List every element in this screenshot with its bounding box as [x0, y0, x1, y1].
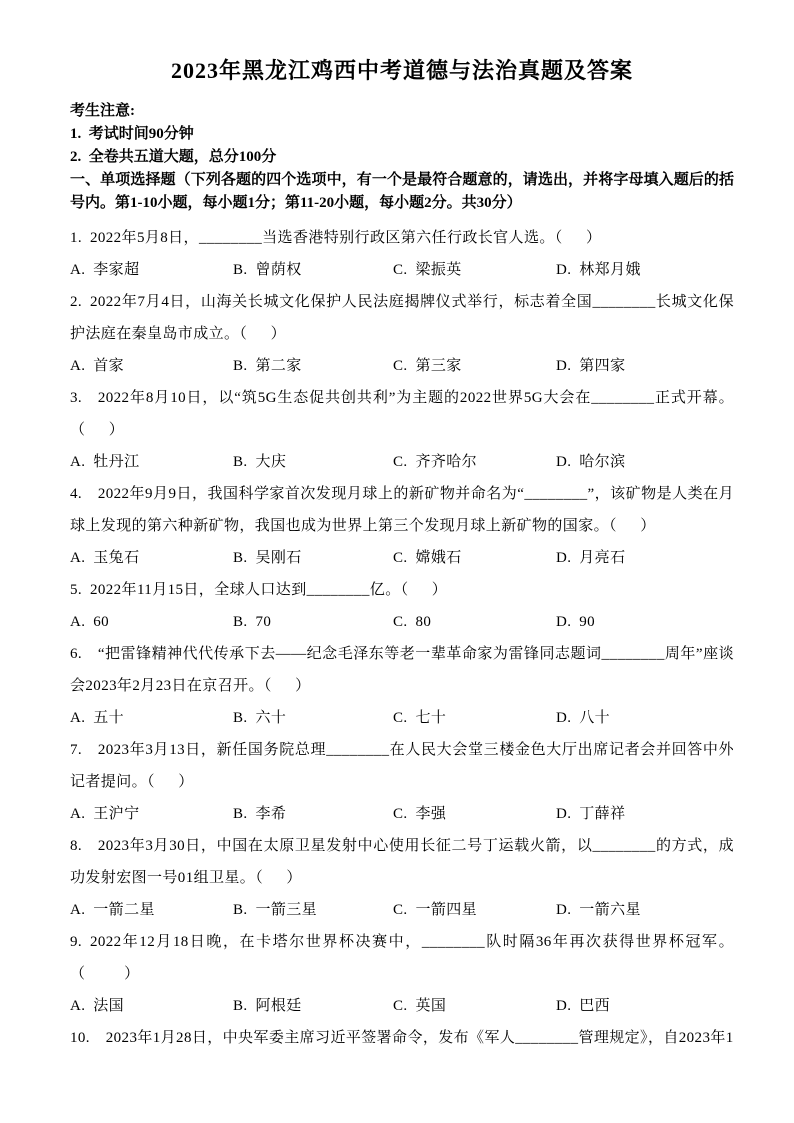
question-8-option-a: A. 一箭二星 [70, 902, 155, 918]
question-3-option-a: A. 牡丹江 [70, 454, 140, 470]
question-5-option-b: B. 70 [233, 614, 272, 630]
question-6-option-a: A. 五十 [70, 710, 125, 726]
question-6-options [70, 702, 734, 734]
question-6-stem: 6. “把雷锋精神代代传承下去——纪念毛泽东等老一辈革命家为雷锋同志题词________周年”座谈会2023年2月23日在京召开。（ ） [70, 646, 734, 694]
question-4-option-c: C. 嫦娥石 [393, 550, 462, 566]
question-6-option-b: B. 六十 [233, 710, 287, 726]
question-9-stem: 9. 2022年12月18日晚，在卡塔尔世界杯决赛中，________队时隔36年再次获得世界杯冠军。（ ） [70, 934, 734, 982]
question-4-option-b: B. 吴刚石 [233, 550, 302, 566]
question-1-stem: 1. 2022年5月8日，________当选香港特别行政区第六任行政长官人选。（ ） [70, 230, 602, 246]
question-4-option-a: A. 玉兔石 [70, 550, 140, 566]
question-5-option-d: D. 90 [556, 614, 596, 630]
question-3-options [70, 446, 734, 478]
question-5-stem: 5. 2022年11月15日，全球人口达到________亿。（ ） [70, 582, 448, 598]
question-6-option-c: C. 七十 [393, 710, 447, 726]
question-7-options [70, 798, 734, 830]
question-1-option-d: D. 林郑月娥 [556, 262, 641, 278]
question-2-stem: 2. 2022年7月4日，山海关长城文化保护人民法庭揭牌仪式举行，标志着全国________长城文化保护法庭在秦皇岛市成立。（ ） [70, 294, 734, 342]
notice-heading: 考生注意: [70, 103, 135, 119]
question-5-options [70, 606, 734, 638]
question-5 [70, 574, 734, 638]
question-9 [70, 926, 734, 1022]
question-7-option-d: D. 丁薛祥 [556, 806, 626, 822]
question-6-option-d: D. 八十 [556, 710, 611, 726]
question-8-options [70, 894, 734, 926]
question-6 [70, 638, 734, 734]
question-8 [70, 830, 734, 926]
question-3-option-d: D. 哈尔滨 [556, 454, 626, 470]
question-7-stem: 7. 2023年3月13日，新任国务院总理________在人民大会堂三楼金色大厅出席记者会并回答中外记者提问。（ ） [70, 742, 734, 790]
question-7-option-a: A. 王沪宁 [70, 806, 140, 822]
question-8-option-b: B. 一箭三星 [233, 902, 318, 918]
section-one-heading: 一、单项选择题（下列各题的四个选项中，有一个是最符合题意的，请选出，并将字母填入题后的括号内。第1-10小题，每小题1分；第11-20小题，每小题2分。共30分） [70, 172, 734, 211]
question-7-option-b: B. 李希 [233, 806, 287, 822]
question-9-option-d: D. 巴西 [556, 998, 611, 1014]
notice-item-1: 1. 考试时间90分钟 [70, 126, 194, 142]
question-5-option-a: A. 60 [70, 614, 110, 630]
question-7-option-c: C. 李强 [393, 806, 447, 822]
question-2-option-d: D. 第四家 [556, 358, 626, 374]
question-3-option-c: C. 齐齐哈尔 [393, 454, 478, 470]
question-8-option-c: C. 一箭四星 [393, 902, 478, 918]
question-2-options [70, 350, 734, 382]
question-1-options [70, 254, 734, 286]
question-8-stem: 8. 2023年3月30日，中国在太原卫星发射中心使用长征二号丁运载火箭，以________的方式，成功发射宏图一号01组卫星。（ ） [70, 838, 734, 886]
question-10-stem: 10. 2023年1月28日，中央军委主席习近平签署命令，发布《军人________管理规定》，自2023年1 [70, 1030, 734, 1046]
question-2-option-c: C. 第三家 [393, 358, 462, 374]
question-5-option-c: C. 80 [393, 614, 432, 630]
question-10 [70, 1022, 734, 1054]
question-3-stem: 3. 2022年8月10日，以“筑5G生态促共创共利”为主题的2022世界5G大会在________正式开幕。（ ） [70, 390, 734, 438]
question-3-option-b: B. 大庆 [233, 454, 287, 470]
question-2 [70, 286, 734, 382]
question-8-option-d: D. 一箭六星 [556, 902, 641, 918]
question-4-options [70, 542, 734, 574]
question-9-option-c: C. 英国 [393, 998, 447, 1014]
question-2-option-a: A. 首家 [70, 358, 125, 374]
question-1-option-c: C. 梁振英 [393, 262, 462, 278]
question-1-option-b: B. 曾荫权 [233, 262, 302, 278]
question-list [70, 222, 734, 1054]
page-title: 2023年黑龙江鸡西中考道德与法治真题及答案 [170, 58, 633, 83]
question-4-option-d: D. 月亮石 [556, 550, 626, 566]
question-7 [70, 734, 734, 830]
question-9-options [70, 990, 734, 1022]
question-1-option-a: A. 李家超 [70, 262, 140, 278]
notice-item-2: 2. 全卷共五道大题，总分100分 [70, 149, 277, 165]
question-4-stem: 4. 2022年9月9日，我国科学家首次发现月球上的新矿物并命名为“________”，该矿物是人类在月球上发现的第六种新矿物，我国也成为世界上第三个发现月球上新矿物的国家。（ ） [70, 486, 734, 534]
question-9-option-b: B. 阿根廷 [233, 998, 302, 1014]
candidate-notice [70, 100, 734, 215]
question-2-option-b: B. 第二家 [233, 358, 302, 374]
question-3 [70, 382, 734, 478]
question-9-option-a: A. 法国 [70, 998, 125, 1014]
question-1 [70, 222, 734, 286]
question-4 [70, 478, 734, 574]
